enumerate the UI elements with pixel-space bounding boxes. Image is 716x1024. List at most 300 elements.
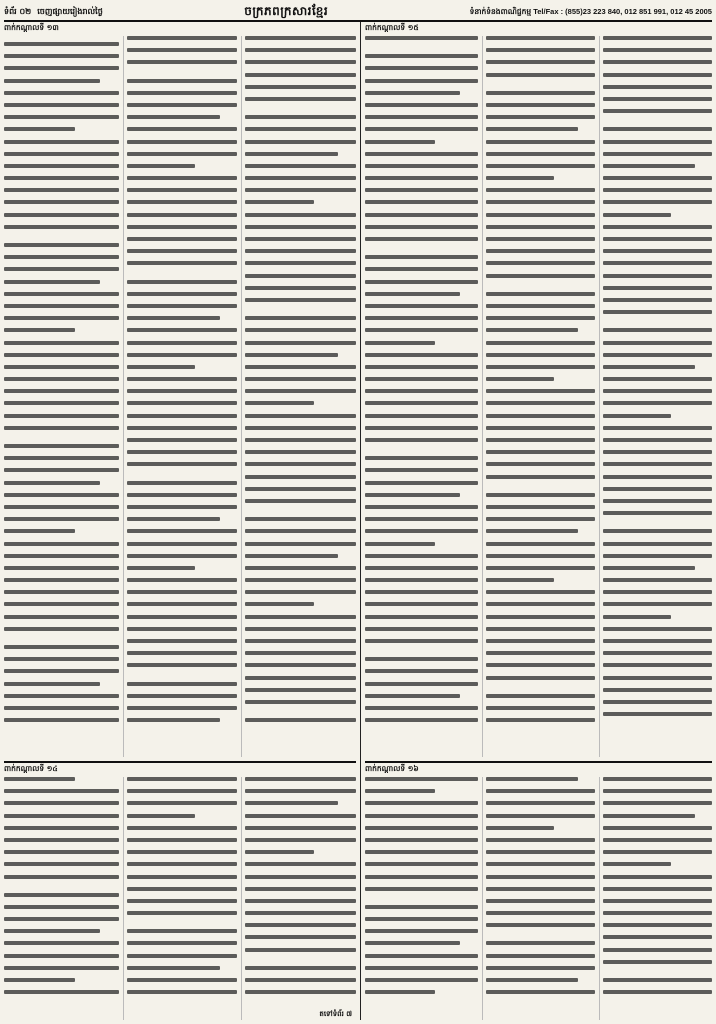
text-line <box>4 893 119 897</box>
text-line <box>4 542 119 546</box>
text-line <box>4 91 119 95</box>
block-label: ពាក់កណ្តាល​ទី ១៣ <box>4 23 59 32</box>
text-line <box>245 377 356 381</box>
text-line <box>127 475 238 481</box>
text-line <box>603 590 712 594</box>
text-line <box>245 115 356 119</box>
text-line <box>603 554 712 558</box>
text-line <box>245 850 314 854</box>
text-line <box>127 862 238 866</box>
text-line <box>603 663 712 667</box>
text-line <box>365 875 478 879</box>
text-line <box>127 450 238 454</box>
text-line <box>127 676 238 682</box>
text-line <box>603 237 712 241</box>
text-line <box>365 682 478 686</box>
text-line <box>365 554 478 558</box>
text-line <box>603 48 712 52</box>
text-line <box>365 353 478 357</box>
text-line <box>245 127 356 131</box>
text-line <box>365 365 478 369</box>
text-line <box>245 152 338 156</box>
text-line <box>486 875 595 879</box>
text-line <box>486 505 595 509</box>
text-line <box>4 777 75 781</box>
text-line <box>127 566 196 570</box>
text-line <box>127 316 220 320</box>
text-line <box>245 97 356 101</box>
text-line <box>127 389 238 393</box>
text-line <box>127 115 220 119</box>
text-column <box>4 36 119 757</box>
text-line <box>365 91 460 95</box>
contact-info: ទំនាក់ទំនងពាណិជ្ជកម្ម Tel/Fax : (855)23 223 840, 012 851 991, 012 45 2005 <box>469 6 712 16</box>
text-line <box>127 590 238 594</box>
text-line <box>245 249 356 253</box>
text-line <box>603 899 712 903</box>
text-line <box>603 249 712 253</box>
text-line <box>245 718 356 722</box>
text-line <box>603 438 712 442</box>
text-line <box>245 200 314 204</box>
text-line <box>365 777 478 781</box>
text-line <box>4 468 119 472</box>
text-line <box>486 954 595 958</box>
text-line <box>4 554 119 558</box>
text-line <box>365 706 478 710</box>
article-block-left-bottom <box>4 761 356 1020</box>
text-line <box>127 261 238 265</box>
text-line <box>4 887 119 893</box>
text-line <box>486 261 595 265</box>
text-line <box>603 627 712 631</box>
text-line <box>127 60 238 64</box>
text-line <box>365 566 478 570</box>
text-line <box>127 899 238 903</box>
text-line <box>486 990 595 994</box>
text-line <box>365 401 478 405</box>
text-line <box>127 481 238 485</box>
text-line <box>4 188 119 192</box>
text-line <box>127 615 238 619</box>
text-line <box>245 450 356 454</box>
text-line <box>365 426 478 430</box>
text-line <box>127 304 238 308</box>
text-line <box>245 316 356 320</box>
text-line <box>486 292 595 296</box>
text-line <box>127 941 238 945</box>
text-line <box>127 826 238 830</box>
text-line <box>4 517 119 521</box>
text-line <box>4 826 119 830</box>
text-line <box>4 213 119 217</box>
text-line <box>245 676 356 680</box>
text-line <box>603 261 712 265</box>
text-line <box>603 109 712 113</box>
text-line <box>603 826 712 830</box>
text-line <box>245 499 356 503</box>
text-line <box>365 140 435 144</box>
text-line <box>127 651 238 655</box>
text-line <box>245 826 356 830</box>
text-line <box>603 462 712 466</box>
text-line <box>365 529 478 533</box>
text-line <box>4 615 119 619</box>
text-line <box>365 990 435 994</box>
text-line <box>603 140 712 144</box>
text-line <box>365 481 478 485</box>
text-line <box>603 426 712 430</box>
text-line <box>603 389 712 393</box>
text-line <box>365 493 460 497</box>
text-line <box>245 462 356 466</box>
text-line <box>365 814 478 818</box>
text-line <box>127 280 238 284</box>
text-line <box>4 789 119 793</box>
text-line <box>245 274 356 278</box>
text-line <box>486 688 595 694</box>
text-line <box>365 801 478 805</box>
text-line <box>486 706 595 710</box>
text-line <box>365 615 478 619</box>
text-line <box>245 140 356 144</box>
text-line <box>603 73 712 77</box>
text-line <box>245 887 356 891</box>
text-line <box>245 328 356 332</box>
left-half <box>4 22 356 1020</box>
text-line <box>365 789 435 793</box>
text-line <box>486 899 595 903</box>
text-line <box>245 286 356 290</box>
text-line <box>245 542 356 546</box>
text-line <box>245 639 356 643</box>
block-label: ពាក់កណ្តាល​ទី ១៦ <box>365 764 419 773</box>
text-line <box>4 456 119 460</box>
text-line <box>486 85 595 91</box>
text-line <box>603 450 712 454</box>
text-line <box>603 529 712 533</box>
text-line <box>365 377 478 381</box>
text-line <box>486 475 595 479</box>
text-line <box>245 923 356 927</box>
text-line <box>245 554 338 558</box>
text-line <box>245 164 356 168</box>
text-line <box>365 54 478 58</box>
text-line <box>245 801 338 805</box>
text-line <box>127 627 238 631</box>
text-line <box>127 91 238 95</box>
text-line <box>245 688 356 692</box>
text-line <box>603 639 712 643</box>
text-line <box>486 316 595 320</box>
text-line <box>245 875 356 879</box>
text-line <box>365 36 478 40</box>
text-line <box>365 267 478 271</box>
text-columns <box>4 36 356 757</box>
text-line <box>127 887 238 891</box>
text-line <box>486 862 595 866</box>
text-line <box>245 475 356 479</box>
text-line <box>603 948 712 952</box>
text-line <box>127 414 238 418</box>
text-line <box>365 389 478 393</box>
text-line <box>365 929 478 933</box>
text-line <box>603 341 712 345</box>
text-line <box>603 615 671 619</box>
text-line <box>245 298 356 302</box>
text-line <box>127 954 238 958</box>
text-line <box>486 718 595 722</box>
text-line <box>4 850 119 854</box>
text-line <box>4 292 119 296</box>
text-line <box>603 310 712 314</box>
text-line <box>4 304 119 308</box>
text-line <box>603 200 712 204</box>
text-line <box>127 838 238 842</box>
text-line <box>486 164 595 168</box>
text-line <box>127 639 238 643</box>
text-line <box>365 188 478 192</box>
text-line <box>486 966 595 970</box>
text-line <box>127 188 238 192</box>
text-line <box>486 286 595 292</box>
text-line <box>365 602 478 606</box>
text-line <box>245 602 314 606</box>
text-line <box>486 676 595 680</box>
text-line <box>127 789 238 793</box>
text-line <box>127 438 238 442</box>
text-line <box>127 663 238 667</box>
text-line <box>365 862 478 866</box>
text-line <box>486 152 595 156</box>
text-line <box>4 706 119 710</box>
text-line <box>365 316 478 320</box>
text-line <box>245 225 356 229</box>
text-line <box>365 328 478 332</box>
text-line <box>365 978 478 982</box>
text-line <box>486 487 595 493</box>
text-line <box>603 887 712 891</box>
text-line <box>127 493 238 497</box>
text-line <box>127 578 238 582</box>
text-line <box>486 377 554 381</box>
text-line <box>4 255 119 259</box>
text-line <box>365 899 478 905</box>
text-line <box>127 328 238 332</box>
text-line <box>127 426 238 430</box>
text-line <box>127 213 238 217</box>
text-line <box>486 578 554 582</box>
text-column <box>123 777 238 1020</box>
text-line <box>603 499 712 503</box>
text-column <box>365 36 478 757</box>
text-line <box>486 237 595 241</box>
text-line <box>603 414 671 418</box>
text-column <box>4 777 119 1020</box>
text-line <box>245 935 356 939</box>
text-line <box>603 353 712 357</box>
text-line <box>127 225 238 229</box>
text-line <box>4 426 119 430</box>
text-line <box>365 200 478 204</box>
right-half <box>360 22 712 1020</box>
text-line <box>603 127 712 131</box>
text-line <box>245 966 356 970</box>
text-line <box>603 85 712 89</box>
text-line <box>4 493 119 497</box>
text-line <box>365 542 435 546</box>
text-line <box>245 529 356 533</box>
text-line <box>486 103 595 107</box>
text-column <box>482 36 595 757</box>
text-line <box>603 911 712 915</box>
text-line <box>486 978 578 982</box>
block-label: ពាក់កណ្តាល​ទី ១៤ <box>4 764 58 773</box>
text-line <box>4 694 119 698</box>
text-line <box>365 966 478 970</box>
text-line <box>245 590 356 594</box>
text-line <box>245 578 356 582</box>
text-line <box>365 414 478 418</box>
text-line <box>365 468 478 472</box>
text-line <box>245 911 356 915</box>
text-line <box>603 688 712 692</box>
text-line <box>603 935 712 939</box>
text-line <box>486 304 595 308</box>
text-line <box>603 176 712 180</box>
text-line <box>486 627 595 631</box>
text-line <box>365 954 478 958</box>
text-line <box>486 200 595 204</box>
text-line <box>603 401 712 405</box>
text-line <box>486 923 595 927</box>
text-line <box>4 401 119 405</box>
text-line <box>127 966 220 970</box>
text-line <box>4 280 100 284</box>
text-line <box>603 990 712 994</box>
text-line <box>365 517 478 521</box>
text-line <box>365 826 478 830</box>
text-line <box>603 152 712 156</box>
text-line <box>365 79 478 83</box>
text-line <box>127 140 238 144</box>
text-line <box>603 814 695 818</box>
text-line <box>486 554 595 558</box>
text-line <box>4 365 119 369</box>
text-line <box>245 176 356 180</box>
text-line <box>4 578 119 582</box>
text-line <box>486 789 595 793</box>
text-line <box>365 66 478 70</box>
text-line <box>4 54 119 58</box>
text-line <box>4 990 119 994</box>
text-line <box>486 529 578 533</box>
article-block-right-bottom <box>365 761 712 1020</box>
text-line <box>486 176 554 180</box>
text-line <box>486 450 595 454</box>
text-line <box>127 127 238 131</box>
text-line <box>245 814 356 818</box>
text-line <box>486 826 554 830</box>
text-line <box>245 566 356 570</box>
text-line <box>365 669 478 673</box>
text-line <box>245 85 356 89</box>
text-line <box>486 639 595 643</box>
text-line <box>365 578 478 582</box>
text-line <box>486 663 595 667</box>
text-line <box>603 511 712 515</box>
text-line <box>4 79 100 83</box>
text-line <box>486 73 595 77</box>
text-line <box>127 505 238 509</box>
text-line <box>127 164 196 168</box>
text-line <box>127 929 238 933</box>
text-line <box>4 917 119 921</box>
text-line <box>486 426 595 430</box>
text-line <box>603 789 712 793</box>
text-line <box>245 517 356 521</box>
masthead-left <box>4 6 103 18</box>
text-line <box>4 164 119 168</box>
text-line <box>4 529 75 533</box>
text-line <box>486 249 595 253</box>
text-line <box>365 639 478 643</box>
paper-title: ចក្រភពក្រសារខ្មែរ <box>244 4 329 18</box>
text-line <box>4 905 119 909</box>
text-line <box>486 615 595 619</box>
text-line <box>365 917 478 921</box>
text-line <box>603 213 671 217</box>
text-line <box>245 978 356 982</box>
text-line <box>245 389 356 393</box>
text-line <box>365 280 478 284</box>
text-line <box>4 444 119 448</box>
text-line <box>245 651 356 655</box>
text-line <box>127 103 238 107</box>
text-line <box>245 700 356 704</box>
text-line <box>4 127 75 131</box>
text-line <box>365 176 478 180</box>
text-line <box>603 923 712 927</box>
text-line <box>365 657 478 661</box>
text-line <box>4 862 119 866</box>
text-line <box>486 365 595 369</box>
text-line <box>127 152 238 156</box>
text-line <box>4 801 119 805</box>
text-line <box>365 237 478 241</box>
text-line <box>245 862 356 866</box>
text-line <box>365 941 460 945</box>
text-line <box>127 249 238 253</box>
article-block-right-top <box>365 22 712 757</box>
text-line <box>4 225 119 229</box>
section-name: ចេញផ្សាយរៀងរាល់ថ្ងៃ <box>37 7 103 16</box>
text-line <box>603 225 712 229</box>
text-line <box>486 188 595 192</box>
text-line <box>4 929 100 933</box>
text-line <box>365 103 478 107</box>
text-column <box>241 777 356 1020</box>
text-line <box>127 292 238 296</box>
text-line <box>245 36 356 40</box>
text-line <box>486 353 595 357</box>
text-line <box>365 438 478 442</box>
text-line <box>4 42 119 46</box>
text-line <box>4 814 119 818</box>
text-line <box>4 66 119 70</box>
text-line <box>245 426 356 430</box>
text-line <box>486 140 595 144</box>
